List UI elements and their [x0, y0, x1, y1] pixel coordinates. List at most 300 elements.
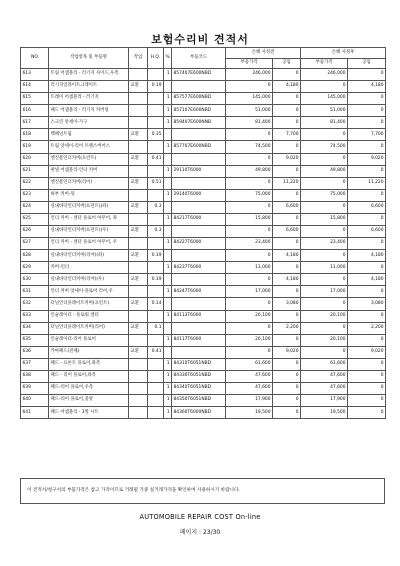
- row-before-labor: 9,020: [273, 346, 301, 358]
- row-before-labor: 0: [273, 310, 301, 322]
- row-before-labor: 4,180: [273, 250, 301, 262]
- row-code: 84247T6000: [172, 286, 226, 298]
- row-no: 639: [21, 383, 49, 395]
- row-after-parts: 0: [301, 153, 348, 165]
- table-row: [21, 165, 386, 177]
- table-row: [21, 383, 386, 395]
- row-code: 84360T6000NBD: [172, 407, 226, 419]
- table-row: [21, 322, 386, 334]
- row-after-parts: 0: [301, 177, 348, 189]
- row-after-labor: 0: [348, 69, 386, 81]
- row-type: 교환: [129, 153, 148, 165]
- row-after-parts: 49,800: [301, 165, 348, 177]
- row-before-labor: 0: [273, 407, 301, 419]
- row-code: [172, 298, 226, 310]
- row-before-parts: 0: [226, 129, 273, 141]
- row-hq: 0.41: [148, 153, 164, 165]
- row-qty: [164, 153, 172, 165]
- row-type: 교환: [129, 298, 148, 310]
- row-hq: 0.19: [148, 250, 164, 262]
- row-hq: 0.51: [148, 177, 164, 189]
- row-after-parts: 0: [301, 129, 348, 141]
- row-name: 트림 앗세이-리어 트랜스버어스: [49, 141, 129, 153]
- row-hq: 0.14: [148, 298, 164, 310]
- row-name: 터널언더플레이트커버(프런트): [49, 298, 129, 310]
- row-name: 패드-리어 플로어,우측: [49, 383, 129, 395]
- row-qty: 1: [164, 262, 172, 274]
- row-code: [172, 81, 226, 93]
- row-after-parts: 19,500: [301, 407, 348, 419]
- row-before-labor: 0: [273, 189, 301, 201]
- row-name: 패드 - 리어 플로어,좌측: [49, 370, 129, 382]
- row-code: [172, 250, 226, 262]
- row-type: [129, 117, 148, 129]
- table-row: [21, 262, 386, 274]
- row-before-labor: 0: [273, 334, 301, 346]
- row-no: 615: [21, 93, 49, 105]
- header-type: 작업: [129, 48, 148, 69]
- row-after-labor: 4,180: [348, 250, 386, 262]
- row-before-parts: 61,600: [226, 358, 273, 370]
- row-before-labor: 4,180: [273, 81, 301, 93]
- row-code: 84350T6051NBD: [172, 395, 226, 407]
- row-before-labor: 0: [273, 370, 301, 382]
- row-code: 29110T6000: [172, 165, 226, 177]
- row-hq: [148, 189, 164, 201]
- row-qty: [164, 322, 172, 334]
- row-code: 84117T6000: [172, 334, 226, 346]
- row-hq: 0.1: [148, 322, 164, 334]
- row-qty: [164, 129, 172, 141]
- row-before-labor: 7,700: [273, 129, 301, 141]
- row-name: 트림 어셈블리 - 러기지 사이드,우측: [49, 69, 129, 81]
- row-hq: [148, 105, 164, 117]
- row-after-parts: 20,100: [301, 334, 348, 346]
- table-row: [21, 129, 386, 141]
- header-after-parts: 부품가격: [301, 58, 348, 69]
- row-after-labor: 0: [348, 370, 386, 382]
- row-before-parts: 0: [226, 274, 273, 286]
- row-no: 620: [21, 153, 49, 165]
- row-after-labor: 3,080: [348, 298, 386, 310]
- header-qty: %: [164, 48, 172, 69]
- row-before-parts: 15,800: [226, 213, 273, 225]
- row-type: [129, 69, 148, 81]
- row-code: 84227T6000: [172, 238, 226, 250]
- row-before-labor: 2,200: [273, 322, 301, 334]
- header-before-parts: 부품가격: [226, 58, 273, 69]
- row-after-labor: 7,700: [348, 129, 386, 141]
- table-row: [21, 189, 386, 201]
- row-after-parts: 61,600: [301, 358, 348, 370]
- row-before-parts: 23,400: [226, 238, 273, 250]
- row-after-labor: 0: [348, 105, 386, 117]
- row-after-parts: 17,900: [301, 395, 348, 407]
- row-qty: 1: [164, 238, 172, 250]
- row-before-labor: 0: [273, 141, 301, 153]
- row-before-parts: 246,000: [226, 69, 273, 81]
- row-qty: [164, 346, 172, 358]
- row-name: 스크린 앗세이-가구: [49, 117, 129, 129]
- row-after-parts: 0: [301, 250, 348, 262]
- row-hq: 0.19: [148, 81, 164, 93]
- row-name: 터널언더플레이트커버(리어): [49, 322, 129, 334]
- table-row: [21, 298, 386, 310]
- row-hq: [148, 69, 164, 81]
- row-qty: [164, 274, 172, 286]
- row-after-parts: 17,000: [301, 286, 348, 298]
- row-no: 613: [21, 69, 49, 81]
- row-code: 84217T6000: [172, 213, 226, 225]
- row-type: [129, 334, 148, 346]
- row-type: 교환: [129, 129, 148, 141]
- row-code: 84330T6051NBD: [172, 370, 226, 382]
- row-name: 패드 어셈블리 - 3열 시트: [49, 407, 129, 419]
- row-qty: 1: [164, 370, 172, 382]
- row-name: 인슐레이터 - 플로워 센터: [49, 310, 129, 322]
- row-qty: 1: [164, 358, 172, 370]
- row-type: [129, 165, 148, 177]
- row-code: 857407E600NBD: [172, 69, 226, 81]
- row-code: [172, 129, 226, 141]
- row-name: 실내바닥언더커버(프런트)(우): [49, 226, 129, 238]
- row-qty: 1: [164, 395, 172, 407]
- row-qty: 1: [164, 165, 172, 177]
- table-body: [21, 69, 386, 419]
- table-row: [21, 238, 386, 250]
- estimate-table: [20, 47, 386, 419]
- row-type: 교환: [129, 274, 148, 286]
- table-row: [21, 407, 386, 419]
- row-before-parts: 47,600: [226, 383, 273, 395]
- row-no: 623: [21, 189, 49, 201]
- row-after-parts: 51,000: [301, 105, 348, 117]
- row-before-labor: 11,220: [273, 177, 301, 189]
- document-title: 보험수리비 견적서: [151, 33, 249, 46]
- row-before-parts: 0: [226, 153, 273, 165]
- row-hq: [148, 370, 164, 382]
- row-hq: [148, 262, 164, 274]
- table-row: [21, 358, 386, 370]
- row-before-labor: 3,080: [273, 298, 301, 310]
- row-name: 트레이 어셈블리 - 러기지: [49, 93, 129, 105]
- row-no: 632: [21, 298, 49, 310]
- row-code: [172, 201, 226, 213]
- row-before-labor: 0: [273, 105, 301, 117]
- row-no: 628: [21, 250, 49, 262]
- row-name: 엔진룸언더커버(프런트): [49, 153, 129, 165]
- row-code: [172, 322, 226, 334]
- row-hq: [148, 117, 164, 129]
- row-before-labor: 0: [273, 213, 301, 225]
- row-no: 614: [21, 81, 49, 93]
- row-no: 625: [21, 213, 49, 225]
- table-row: [21, 177, 386, 189]
- row-hq: [148, 383, 164, 395]
- row-hq: 0.19: [148, 274, 164, 286]
- row-after-parts: 145,000: [301, 93, 348, 105]
- row-hq: [148, 213, 164, 225]
- row-after-labor: 4,180: [348, 274, 386, 286]
- row-code: 29140T6000: [172, 189, 226, 201]
- row-qty: 1: [164, 141, 172, 153]
- table-row: [21, 141, 386, 153]
- row-type: [129, 370, 148, 382]
- row-qty: 1: [164, 69, 172, 81]
- row-no: 635: [21, 334, 49, 346]
- row-type: [129, 358, 148, 370]
- row-code: 84340T6051NBD: [172, 383, 226, 395]
- row-after-parts: 0: [301, 81, 348, 93]
- row-before-labor: 0: [273, 238, 301, 250]
- row-type: [129, 383, 148, 395]
- header-after-group: 손해 사정후: [301, 48, 386, 59]
- row-code: [172, 274, 226, 286]
- row-name: 엔진룸언더커버(리어): [49, 177, 129, 189]
- row-before-parts: 145,000: [226, 93, 273, 105]
- row-before-parts: 51,000: [226, 105, 273, 117]
- row-name: 실내바닥언더커버(프런트)(좌): [49, 201, 129, 213]
- row-code: 84237T6000: [172, 262, 226, 274]
- table-row: [21, 201, 386, 213]
- row-before-parts: 20,100: [226, 334, 273, 346]
- table-header: [21, 48, 386, 69]
- table-row: [21, 117, 386, 129]
- row-before-labor: 0: [273, 395, 301, 407]
- row-before-parts: 0: [226, 250, 273, 262]
- table-row: [21, 69, 386, 81]
- row-hq: [148, 286, 164, 298]
- notice-box: [20, 478, 385, 504]
- row-name: 패드 어셈블리 - 러기지 커버링: [49, 105, 129, 117]
- row-hq: [148, 395, 164, 407]
- row-hq: [148, 334, 164, 346]
- row-no: 641: [21, 407, 49, 419]
- row-qty: [164, 250, 172, 262]
- row-no: 638: [21, 370, 49, 382]
- row-before-parts: 49,800: [226, 165, 273, 177]
- row-hq: [148, 238, 164, 250]
- row-name: 언더 커버 - 센터 플로어 아무어, 좌: [49, 213, 129, 225]
- row-after-labor: 0: [348, 310, 386, 322]
- row-after-parts: 246,000: [301, 69, 348, 81]
- row-type: [129, 286, 148, 298]
- row-no: 636: [21, 346, 49, 358]
- row-qty: 1: [164, 189, 172, 201]
- header-hq: H.Q.: [148, 48, 164, 69]
- row-code: [172, 153, 226, 165]
- row-before-parts: 17,000: [226, 286, 273, 298]
- row-before-parts: 75,000: [226, 189, 273, 201]
- row-no: 619: [21, 141, 49, 153]
- row-name: 실내바닥언더커버(리어)(우): [49, 274, 129, 286]
- row-no: 631: [21, 286, 49, 298]
- row-name: 인슐레이터-리어 플로어: [49, 334, 129, 346]
- row-code: 84113T6000: [172, 310, 226, 322]
- row-no: 624: [21, 201, 49, 213]
- row-before-labor: 4,180: [273, 274, 301, 286]
- row-before-parts: 11,000: [226, 262, 273, 274]
- row-type: 교환: [129, 177, 148, 189]
- row-type: 교환: [129, 226, 148, 238]
- row-after-parts: 74,500: [301, 141, 348, 153]
- row-hq: 0.35: [148, 129, 164, 141]
- header-before-group: 손해 사정전: [226, 48, 301, 59]
- row-code: 859407E600NNB: [172, 117, 226, 129]
- row-no: 621: [21, 165, 49, 177]
- row-before-parts: 0: [226, 298, 273, 310]
- row-code: 84310T6051NBD: [172, 358, 226, 370]
- row-before-parts: 74,500: [226, 141, 273, 153]
- table-row: [21, 250, 386, 262]
- row-no: 627: [21, 238, 49, 250]
- row-before-labor: 0: [273, 93, 301, 105]
- row-no: 616: [21, 105, 49, 117]
- header-code: 부품코드: [172, 48, 226, 69]
- row-hq: [148, 310, 164, 322]
- row-code: [172, 226, 226, 238]
- row-name: 하부 커버-뒤: [49, 189, 129, 201]
- row-type: [129, 93, 148, 105]
- row-no: 634: [21, 322, 49, 334]
- row-hq: [148, 407, 164, 419]
- row-qty: [164, 298, 172, 310]
- row-before-labor: 0: [273, 117, 301, 129]
- table-row: [21, 334, 386, 346]
- header-item: 작업항목 및 부품명: [49, 48, 129, 69]
- row-after-parts: 0: [301, 201, 348, 213]
- table-row: [21, 213, 386, 225]
- row-name: 러기지일라이트크레이트: [49, 81, 129, 93]
- row-before-labor: 0: [273, 286, 301, 298]
- row-after-parts: 11,000: [301, 262, 348, 274]
- row-after-parts: 15,800: [301, 213, 348, 225]
- row-after-labor: 9,020: [348, 346, 386, 358]
- row-after-parts: 20,100: [301, 310, 348, 322]
- row-code: 857707E600NBD: [172, 141, 226, 153]
- row-before-parts: 0: [226, 322, 273, 334]
- row-type: 교환: [129, 201, 148, 213]
- row-before-labor: 0: [273, 358, 301, 370]
- row-qty: 1: [164, 117, 172, 129]
- row-after-parts: 23,400: [301, 238, 348, 250]
- row-before-parts: 17,900: [226, 395, 273, 407]
- row-no: 629: [21, 262, 49, 274]
- row-after-labor: 0: [348, 334, 386, 346]
- row-qty: 1: [164, 105, 172, 117]
- row-no: 630: [21, 274, 49, 286]
- row-no: 640: [21, 395, 49, 407]
- row-name: 언더 커버 - 센터 플로어 아무어, 우: [49, 238, 129, 250]
- row-after-labor: 11,220: [348, 177, 386, 189]
- row-type: [129, 141, 148, 153]
- table-row: [21, 226, 386, 238]
- row-qty: 1: [164, 286, 172, 298]
- table-row: [21, 153, 386, 165]
- row-after-labor: 0: [348, 383, 386, 395]
- row-after-parts: 0: [301, 322, 348, 334]
- row-after-parts: 47,600: [301, 370, 348, 382]
- header-after-labor: 공임: [348, 58, 386, 69]
- notice-text: 이 견적서/청구서의 부품가격은 참고 가격이므로 거래될 가종 실거래가격을 확인하여 사용하시기 바랍니다.: [27, 488, 240, 493]
- row-name: 실내바닥언더커버(리어)(좌): [49, 250, 129, 262]
- row-before-parts: 0: [226, 226, 273, 238]
- row-before-parts: 19,500: [226, 407, 273, 419]
- row-code: 857107E600NBD: [172, 105, 226, 117]
- row-after-labor: 6,600: [348, 226, 386, 238]
- row-before-labor: 0: [273, 69, 301, 81]
- row-name: 패드 - 프론트 플로어,좌측: [49, 358, 129, 370]
- row-after-labor: 0: [348, 395, 386, 407]
- row-qty: 1: [164, 213, 172, 225]
- row-type: 교환: [129, 81, 148, 93]
- row-hq: 0.3: [148, 201, 164, 213]
- table-row: [21, 370, 386, 382]
- row-after-labor: 0: [348, 189, 386, 201]
- row-before-labor: 0: [273, 165, 301, 177]
- row-type: [129, 238, 148, 250]
- row-after-labor: 0: [348, 93, 386, 105]
- row-code: [172, 346, 226, 358]
- row-after-parts: 81,400: [301, 117, 348, 129]
- row-hq: [148, 165, 164, 177]
- row-qty: 1: [164, 334, 172, 346]
- table-row: [21, 395, 386, 407]
- row-name: 판넬 어셈블리-언더 커버: [49, 165, 129, 177]
- row-no: 618: [21, 129, 49, 141]
- row-type: [129, 395, 148, 407]
- row-after-labor: 0: [348, 407, 386, 419]
- row-hq: [148, 358, 164, 370]
- row-before-parts: 0: [226, 346, 273, 358]
- row-qty: [164, 177, 172, 189]
- row-qty: 1: [164, 93, 172, 105]
- row-type: [129, 407, 148, 419]
- row-no: 622: [21, 177, 49, 189]
- table-row: [21, 310, 386, 322]
- row-type: [129, 262, 148, 274]
- row-before-parts: 81,400: [226, 117, 273, 129]
- row-qty: 1: [164, 407, 172, 419]
- row-after-labor: 9,020: [348, 153, 386, 165]
- row-type: [129, 310, 148, 322]
- table-row: [21, 105, 386, 117]
- row-before-parts: 0: [226, 177, 273, 189]
- row-after-parts: 47,600: [301, 383, 348, 395]
- row-after-labor: 0: [348, 286, 386, 298]
- row-no: 626: [21, 226, 49, 238]
- footer-brand: AUTOMOBILE REPAIR COST On-line: [139, 513, 261, 521]
- row-no: 617: [21, 117, 49, 129]
- row-qty: [164, 201, 172, 213]
- row-qty: 1: [164, 383, 172, 395]
- row-before-parts: 47,600: [226, 370, 273, 382]
- row-before-labor: 6,600: [273, 226, 301, 238]
- row-after-labor: 0: [348, 165, 386, 177]
- table-row: [21, 93, 386, 105]
- row-type: [129, 105, 148, 117]
- row-hq: [148, 141, 164, 153]
- row-after-labor: 0: [348, 262, 386, 274]
- row-after-parts: 75,000: [301, 189, 348, 201]
- row-name: 커버-언더: [49, 262, 129, 274]
- row-hq: [148, 93, 164, 105]
- row-type: [129, 213, 148, 225]
- row-after-parts: 0: [301, 346, 348, 358]
- row-qty: [164, 226, 172, 238]
- row-after-labor: 0: [348, 358, 386, 370]
- row-type: 교환: [129, 322, 148, 334]
